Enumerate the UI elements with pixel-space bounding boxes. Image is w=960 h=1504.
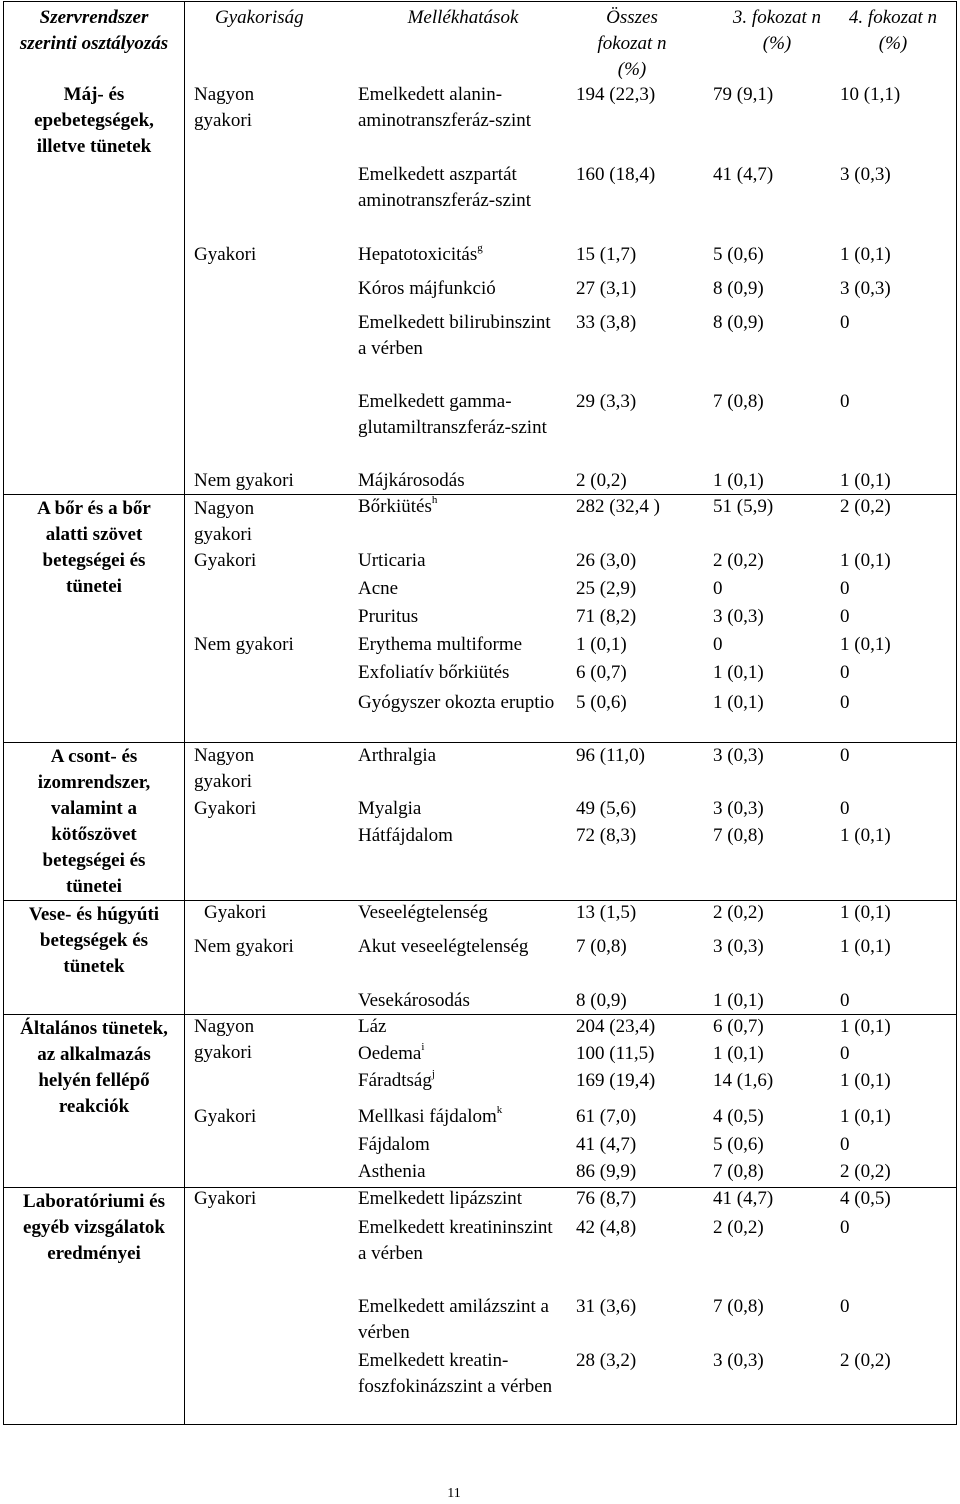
grade3-cell: 1 (0,1) [713,1043,764,1064]
frequency-label: Nagyon gyakori [194,84,255,131]
grade3-cell: 1 (0,1) [713,990,764,1011]
total-cell: 26 (3,0) [576,550,637,571]
effect-cell [358,276,558,302]
effect-cell [358,82,558,134]
grade3-cell: 3 (0,3) [713,798,764,819]
grade4-cell: 0 [840,1296,850,1317]
grade4-cell: 0 [840,312,850,333]
total-cell: 15 (1,7) [576,244,637,265]
effect-name: Emelkedett alanin-aminotranszferáz-szint [358,84,532,131]
total-cell: 33 (3,8) [576,312,637,333]
frequency-label: Gyakori [194,550,257,571]
effect-name: Vesekárosodás [358,990,470,1011]
total-cell: 72 (8,3) [576,825,637,846]
grade4-cell: 1 (0,1) [840,902,891,923]
total-cell: 27 (3,1) [576,278,637,299]
effect-name: Exfoliatív bőrkiütés [358,662,510,683]
effect-name: Hepatotoxicitás [358,244,478,265]
effect-name: Emelkedett kreatin-foszfokinázszint a vérben [358,1350,553,1397]
effect-cell [358,389,558,441]
effect-cell [358,494,558,520]
effect-cell [358,548,558,574]
grade4-cell: 3 (0,3) [840,278,891,299]
grade4-cell: 10 (1,1) [840,84,901,105]
grade3-cell: 41 (4,7) [713,1188,774,1209]
effect-cell [358,823,558,849]
effect-name: Láz [358,1016,387,1037]
category-label: Máj- és epebetegségek, illetve tünetek [34,84,154,157]
effect-name: Acne [358,578,399,599]
grade3-cell: 8 (0,9) [713,312,764,333]
effect-cell [358,900,558,926]
effect-name: Myalgia [358,798,422,819]
total-cell: 7 (0,8) [576,936,627,957]
total-cell: 8 (0,9) [576,990,627,1011]
effect-cell [358,934,558,960]
effect-cell [358,468,558,494]
grade3-cell: 14 (1,6) [713,1070,774,1091]
frequency-label: Gyakori [194,1188,257,1209]
effect-cell [358,660,558,686]
grade3-cell: 0 [713,578,723,599]
category-label: A csont- és izomrendszer, valamint a kötőszövet betegségei és tünetei [37,746,151,897]
frequency-label: Nagyon gyakori [194,745,255,792]
total-cell: 2 (0,2) [576,470,627,491]
effect-cell [358,796,558,822]
total-cell: 71 (8,2) [576,606,637,627]
total-cell: 86 (9,9) [576,1161,637,1182]
effect-name: Pruritus [358,606,419,627]
effect-cell [358,1104,558,1130]
effect-name: Emelkedett bilirubinszint a vérben [358,312,551,359]
category-label: Általános tünetek, az alkalmazás helyén fellépő reakciók [20,1018,168,1117]
total-cell: 169 (19,4) [576,1070,656,1091]
header-frequency: Gyakoriság [215,7,304,28]
footnote-marker: g [477,241,483,254]
grade3-cell: 5 (0,6) [713,244,764,265]
total-cell: 41 (4,7) [576,1134,637,1155]
total-cell: 6 (0,7) [576,662,627,683]
grade3-cell: 4 (0,5) [713,1106,764,1127]
category-label: A bőr és a bőr alatti szövet betegségei és tünetei [37,498,151,597]
effect-name: Arthralgia [358,745,437,766]
grade3-cell: 5 (0,6) [713,1134,764,1155]
grade3-cell: 2 (0,2) [713,902,764,923]
frequency-label: Gyakori [194,1106,257,1127]
grade4-cell: 0 [840,745,850,766]
effect-cell [358,743,558,769]
grade3-cell: 2 (0,2) [713,550,764,571]
total-cell: 42 (4,8) [576,1217,637,1238]
grade3-cell: 3 (0,3) [713,606,764,627]
total-cell: 13 (1,5) [576,902,637,923]
effect-name: Gyógyszer okozta eruptio [358,692,555,713]
column-divider [184,2,185,1424]
effect-cell [358,690,558,716]
footnote-marker: i [421,1040,425,1053]
grade3-cell: 8 (0,9) [713,278,764,299]
effect-name: Emelkedett amilázszint a vérben [358,1296,549,1343]
total-cell: 204 (23,4) [576,1016,656,1037]
grade4-cell: 0 [840,990,850,1011]
effect-name: Kóros májfunkció [358,278,496,299]
header-effect: Mellékhatások [407,7,519,28]
effect-name: Fáradtság [358,1070,432,1091]
grade3-cell: 3 (0,3) [713,1350,764,1371]
frequency-label: Gyakori [194,798,257,819]
effect-cell [358,1159,558,1185]
effect-cell [358,1186,558,1212]
grade4-cell: 4 (0,5) [840,1188,891,1209]
grade4-cell: 0 [840,1043,850,1064]
grade4-cell: 2 (0,2) [840,1161,891,1182]
grade4-cell: 2 (0,2) [840,1350,891,1371]
page-number: 11 [447,1486,461,1501]
total-cell: 282 (32,4 ) [576,496,660,517]
total-cell: 25 (2,9) [576,578,637,599]
grade4-cell: 0 [840,391,850,412]
effect-name: Májkárosodás [358,470,465,491]
effect-name: Akut veseelégtelenség [358,936,529,957]
effect-cell [358,1132,558,1158]
effect-name: Oedema [358,1043,422,1064]
grade3-cell: 0 [713,634,723,655]
effect-name: Emelkedett gamma-glutamiltranszferáz-szint [358,391,547,438]
effect-name: Bőrkiütés [358,496,432,517]
frequency-label: Nem gyakori [194,634,294,655]
grade3-cell: 41 (4,7) [713,164,774,185]
header-grade3: 3. fokozat n (%) [732,7,822,54]
effect-cell [358,162,558,214]
grade3-cell: 3 (0,3) [713,936,764,957]
total-cell: 160 (18,4) [576,164,656,185]
frequency-label: Gyakori [194,244,257,265]
grade3-cell: 2 (0,2) [713,1217,764,1238]
header-total: Összes fokozat n (%) [597,7,667,80]
grade4-cell: 0 [840,692,850,713]
grade4-cell: 1 (0,1) [840,936,891,957]
footnote-marker: k [496,1103,503,1116]
frequency-label: Nem gyakori [194,470,294,491]
effect-name: Veseelégtelenség [358,902,488,923]
grade3-cell: 79 (9,1) [713,84,774,105]
effect-cell [358,988,558,1014]
grade3-cell: 51 (5,9) [713,496,774,517]
grade3-cell: 1 (0,1) [713,662,764,683]
total-cell: 100 (11,5) [576,1043,655,1064]
effect-cell [358,1014,558,1040]
total-cell: 31 (3,6) [576,1296,637,1317]
grade4-cell: 0 [840,578,850,599]
grade4-cell: 1 (0,1) [840,1016,891,1037]
frequency-label: Gyakori [204,902,267,923]
total-cell: 49 (5,6) [576,798,637,819]
grade3-cell: 1 (0,1) [713,692,764,713]
effect-name: Hátfájdalom [358,825,453,846]
effect-name: Emelkedett kreatininszint a vérben [358,1217,553,1264]
total-cell: 28 (3,2) [576,1350,637,1371]
effect-cell [358,1348,558,1400]
category-label: Vese- és húgyúti betegségek és tünetek [28,904,160,977]
grade4-cell: 0 [840,1134,850,1155]
effect-cell [358,576,558,602]
grade4-cell: 1 (0,1) [840,1106,891,1127]
grade4-cell: 2 (0,2) [840,496,891,517]
total-cell: 194 (22,3) [576,84,656,105]
grade4-cell: 1 (0,1) [840,825,891,846]
total-cell: 61 (7,0) [576,1106,637,1127]
header-category: Szervrendszer szerinti osztályozás [19,7,169,54]
grade4-cell: 1 (0,1) [840,244,891,265]
effect-name: Mellkasi fájdalom [358,1106,497,1127]
effect-name: Asthenia [358,1161,426,1182]
effect-name: Emelkedett aszpartát aminotranszferáz-szint [358,164,532,211]
grade3-cell: 7 (0,8) [713,1296,764,1317]
effect-cell [358,1294,558,1346]
category-label: Laboratóriumi és egyéb vizsgálatok eredményei [23,1191,165,1264]
total-cell: 29 (3,3) [576,391,637,412]
grade3-cell: 6 (0,7) [713,1016,764,1037]
effect-name: Fájdalom [358,1134,430,1155]
frequency-label: Nem gyakori [194,936,294,957]
frequency-label: Nagyon gyakori [194,1016,255,1063]
effect-cell [358,604,558,630]
total-cell: 1 (0,1) [576,634,627,655]
grade4-cell: 0 [840,662,850,683]
effect-name: Urticaria [358,550,426,571]
effect-cell [358,242,558,268]
total-cell: 76 (8,7) [576,1188,637,1209]
effect-cell [358,1215,558,1267]
total-cell: 5 (0,6) [576,692,627,713]
grade3-cell: 7 (0,8) [713,825,764,846]
footnote-marker: j [431,1067,435,1080]
grade4-cell: 0 [840,606,850,627]
grade3-cell: 3 (0,3) [713,745,764,766]
grade4-cell: 1 (0,1) [840,550,891,571]
effect-cell [358,632,558,658]
grade4-cell: 1 (0,1) [840,1070,891,1091]
total-cell: 96 (11,0) [576,745,645,766]
grade4-cell: 1 (0,1) [840,470,891,491]
effect-cell [358,310,558,362]
effect-cell [358,1068,558,1094]
grade4-cell: 1 (0,1) [840,634,891,655]
effect-name: Erythema multiforme [358,634,523,655]
footnote-marker: h [431,493,438,506]
grade3-cell: 7 (0,8) [713,391,764,412]
frequency-label: Nagyon gyakori [194,498,255,545]
effect-cell [358,1041,558,1067]
grade3-cell: 7 (0,8) [713,1161,764,1182]
grade4-cell: 0 [840,798,850,819]
grade3-cell: 1 (0,1) [713,470,764,491]
grade4-cell: 3 (0,3) [840,164,891,185]
grade4-cell: 0 [840,1217,850,1238]
header-grade4: 4. fokozat n (%) [848,7,938,54]
effect-name: Emelkedett lipázszint [358,1188,523,1209]
